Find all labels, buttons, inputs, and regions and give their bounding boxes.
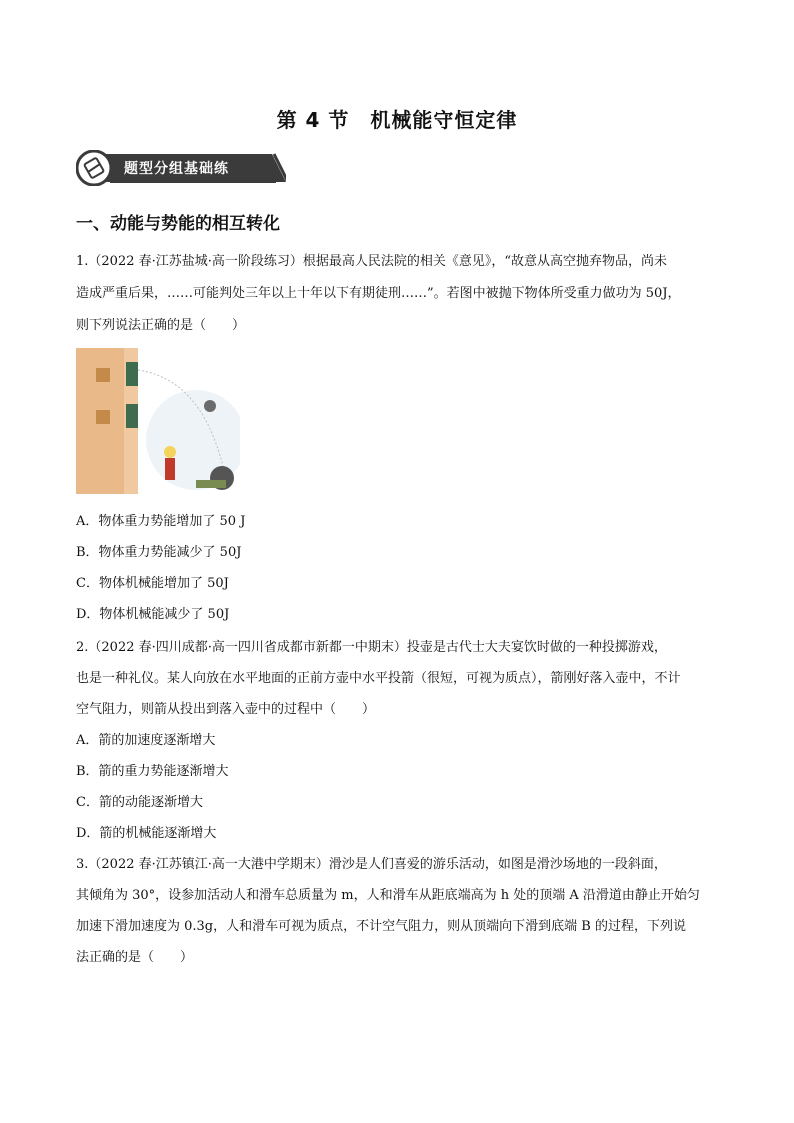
q1-option-c[interactable]: C．物体机械能增加了 50J xyxy=(76,576,229,591)
q2-line-1: 2.（2022 春·四川成都·高一四川省成都市新都一中期末）投壶是古代士大夫宴饮时做的一种投掷游戏， xyxy=(76,640,667,655)
trash-bag-icon xyxy=(204,400,216,412)
falling-object-illustration xyxy=(76,340,240,496)
banner-label: 题型分组基础练 xyxy=(124,161,229,177)
q1-option-d[interactable]: D．物体机械能减少了 50J xyxy=(76,607,230,622)
q3-line-3: 加速下滑加速度为 0.3g，人和滑车可视为质点，不计空气阻力，则从顶端向下滑到底端 B 的过程，下列说 xyxy=(76,919,686,934)
page-title: 第 4 节 机械能守恒定律 xyxy=(276,108,518,132)
q1-option-b[interactable]: B．物体重力势能减少了 50J xyxy=(76,545,242,560)
q1-line-1: 1.（2022 春·江苏盐城·高一阶段练习）根据最高人民法院的相关《意见》，“故意从高空抛弃物品，尚未 xyxy=(76,254,668,269)
person-figure xyxy=(165,458,175,480)
section-heading: 一、动能与势能的相互转化 xyxy=(76,214,280,234)
q2-option-b[interactable]: B．箭的重力势能逐渐增大 xyxy=(76,764,229,779)
q2-option-c[interactable]: C．箭的动能逐渐增大 xyxy=(76,795,203,810)
q2-option-d[interactable]: D．箭的机械能逐渐增大 xyxy=(76,826,217,841)
q1-line-2: 造成严重后果，……可能判处三年以上十年以下有期徒刑……”。若图中被抛下物体所受重力做功为 50J， xyxy=(76,286,681,301)
q3-line-2: 其倾角为 30°，设参加活动人和滑车总质量为 m，人和滑车从距底端高为 h 处的顶端 A 沿滑道由静止开始匀 xyxy=(76,888,700,903)
q3-line-4: 法正确的是（ ） xyxy=(76,950,194,965)
q2-option-a[interactable]: A．箭的加速度逐渐增大 xyxy=(76,733,216,748)
q2-line-3: 空气阻力，则箭从投出到落入壶中的过程中（ ） xyxy=(76,702,376,717)
q3-line-1: 3.（2022 春·江苏镇江·高一大港中学期末）滑沙是人们喜爱的游乐活动，如图是滑沙场地的一段斜面， xyxy=(76,857,667,872)
q1-line-3: 则下列说法正确的是（ ） xyxy=(76,318,246,333)
q2-line-2: 也是一种礼仪。某人向放在水平地面的正前方壶中水平投箭（很短，可视为质点），箭刚好落入壶中，不计 xyxy=(76,671,681,686)
q1-option-a[interactable]: A．物体重力势能增加了 50 J xyxy=(76,514,246,529)
